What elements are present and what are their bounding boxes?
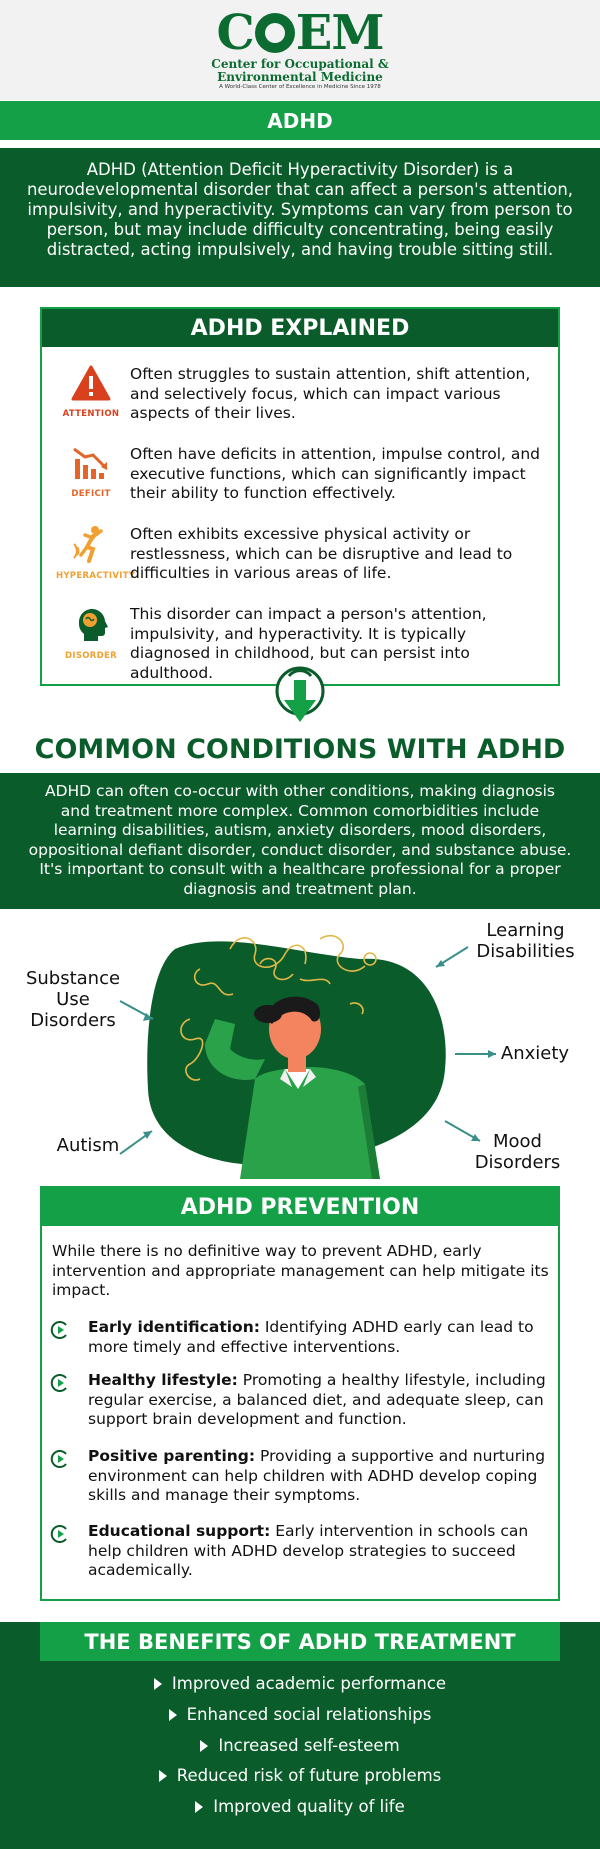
play-circle-icon xyxy=(50,1449,70,1469)
prevention-item-title: Early identification: xyxy=(88,1318,260,1336)
hyperactivity-label: HYPERACTIVITY xyxy=(56,571,136,581)
benefit-item: Improved quality of life xyxy=(0,1797,600,1816)
prevention-item-title: Positive parenting: xyxy=(88,1447,256,1465)
intro-text: ADHD (Attention Deficit Hyperactivity Disorder) is a neurodevelopmental disorder that can affect a person's attention, impulsivity, and hyperactivity. Symptoms can vary from person to person, but may include difficulty concentrating, being easily distracted, acting impulsively, and having trouble sitting still. xyxy=(0,148,600,287)
benefit-item: Increased self-esteem xyxy=(0,1736,600,1755)
logo-wordmark: C EM xyxy=(216,5,384,62)
page-title: ADHD xyxy=(0,101,600,140)
prevention-item-text: Identifying ADHD early can lead to more timely and effective interventions. xyxy=(88,1318,534,1356)
header xyxy=(0,0,600,100)
deficit-label: DEFICIT xyxy=(71,489,111,499)
prevention-item-text: Early intervention in schools can help children with ADHD develop strategies to succeed academically. xyxy=(88,1522,529,1579)
hyperactivity-text: Often exhibits excessive physical activity or restlessness, which can be disruptive and lead to difficulties in various areas of life. xyxy=(130,525,513,582)
benefit-item: Reduced risk of future problems xyxy=(0,1766,600,1785)
prevention-intro: While there is no definitive way to prevent ADHD, early intervention and appropriate management can help mitigate its impact. xyxy=(52,1242,549,1299)
active-person-icon xyxy=(71,525,111,563)
triangle-bullet-icon xyxy=(195,1801,203,1813)
attention-label: ATTENTION xyxy=(62,409,120,419)
triangle-bullet-icon xyxy=(169,1709,177,1721)
play-circle-icon xyxy=(50,1320,70,1340)
triangle-bullet-icon xyxy=(200,1740,208,1752)
logo-subtitle-1: Center for Occupational & xyxy=(211,57,389,72)
play-circle-icon xyxy=(50,1524,70,1544)
play-circle-icon xyxy=(50,1373,70,1393)
benefits-section xyxy=(0,1622,600,1849)
logo-subtitle-2: Environmental Medicine xyxy=(217,70,383,85)
attention-text: Often struggles to sustain attention, shift attention, and selectively focus, which can impact various aspects of their lives. xyxy=(130,365,531,422)
down-arrow-icon xyxy=(275,666,325,726)
brain-head-icon xyxy=(71,605,111,643)
benefit-item: Enhanced social relationships xyxy=(0,1705,600,1724)
adhd-explained-box xyxy=(40,307,560,686)
prevention-item-text: Promoting a healthy lifestyle, including regular exercise, a balanced diet, and adequate sleep, can support brain development and function. xyxy=(88,1371,546,1428)
triangle-bullet-icon xyxy=(159,1770,167,1782)
prevention-heading: ADHD PREVENTION xyxy=(42,1188,558,1226)
adhd-prevention-box xyxy=(40,1186,560,1601)
benefit-item: Improved academic performance xyxy=(0,1674,600,1693)
benefits-heading: THE BENEFITS OF ADHD TREATMENT xyxy=(40,1622,560,1661)
explained-heading: ADHD EXPLAINED xyxy=(42,309,558,347)
declining-chart-icon xyxy=(71,445,111,481)
disorder-label: DISORDER xyxy=(65,651,117,661)
triangle-bullet-icon xyxy=(154,1678,162,1690)
deficit-text: Often have deficits in attention, impulse control, and executive functions, which can significantly impact their ability to function effectively. xyxy=(130,445,541,502)
condition-autism: Autism xyxy=(56,1135,120,1156)
warning-icon xyxy=(71,365,111,401)
condition-substance-use: Substance Use Disorders xyxy=(25,968,121,1031)
common-conditions-text: ADHD can often co-occur with other conditions, making diagnosis and treatment more complex. Common comorbidities include learning disabilities, autism, anxiety disorders, mood disorders, oppositional defiant disorder, conduct disorder, and substance abuse. It's important to consult with a healthcare professional for a proper diagnosis and treatment plan. xyxy=(0,773,600,909)
coem-logo[interactable] xyxy=(211,5,389,91)
prevention-item-title: Educational support: xyxy=(88,1522,271,1540)
logo-tagline: A World-Class Center of Excellence in Medicine Since 1978 xyxy=(219,84,381,91)
disorder-text: This disorder can impact a person's attention, impulsivity, and hyperactivity. It is typically diagnosed in childhood, but can persist into adulthood. xyxy=(130,605,487,682)
conditions-illustration-area xyxy=(0,909,600,1184)
condition-learning-disabilities: Learning Disabilities xyxy=(476,920,575,962)
prevention-item-text: Providing a supportive and nurturing environment can help children with ADHD develop coping skills and manage their symptoms. xyxy=(88,1447,546,1504)
prevention-item-title: Healthy lifestyle: xyxy=(88,1371,238,1389)
logo-columns-icon xyxy=(255,13,295,53)
condition-mood-disorders: Mood Disorders xyxy=(474,1131,561,1173)
common-conditions-heading: COMMON CONDITIONS WITH ADHD xyxy=(34,734,566,765)
condition-anxiety: Anxiety xyxy=(500,1043,570,1064)
